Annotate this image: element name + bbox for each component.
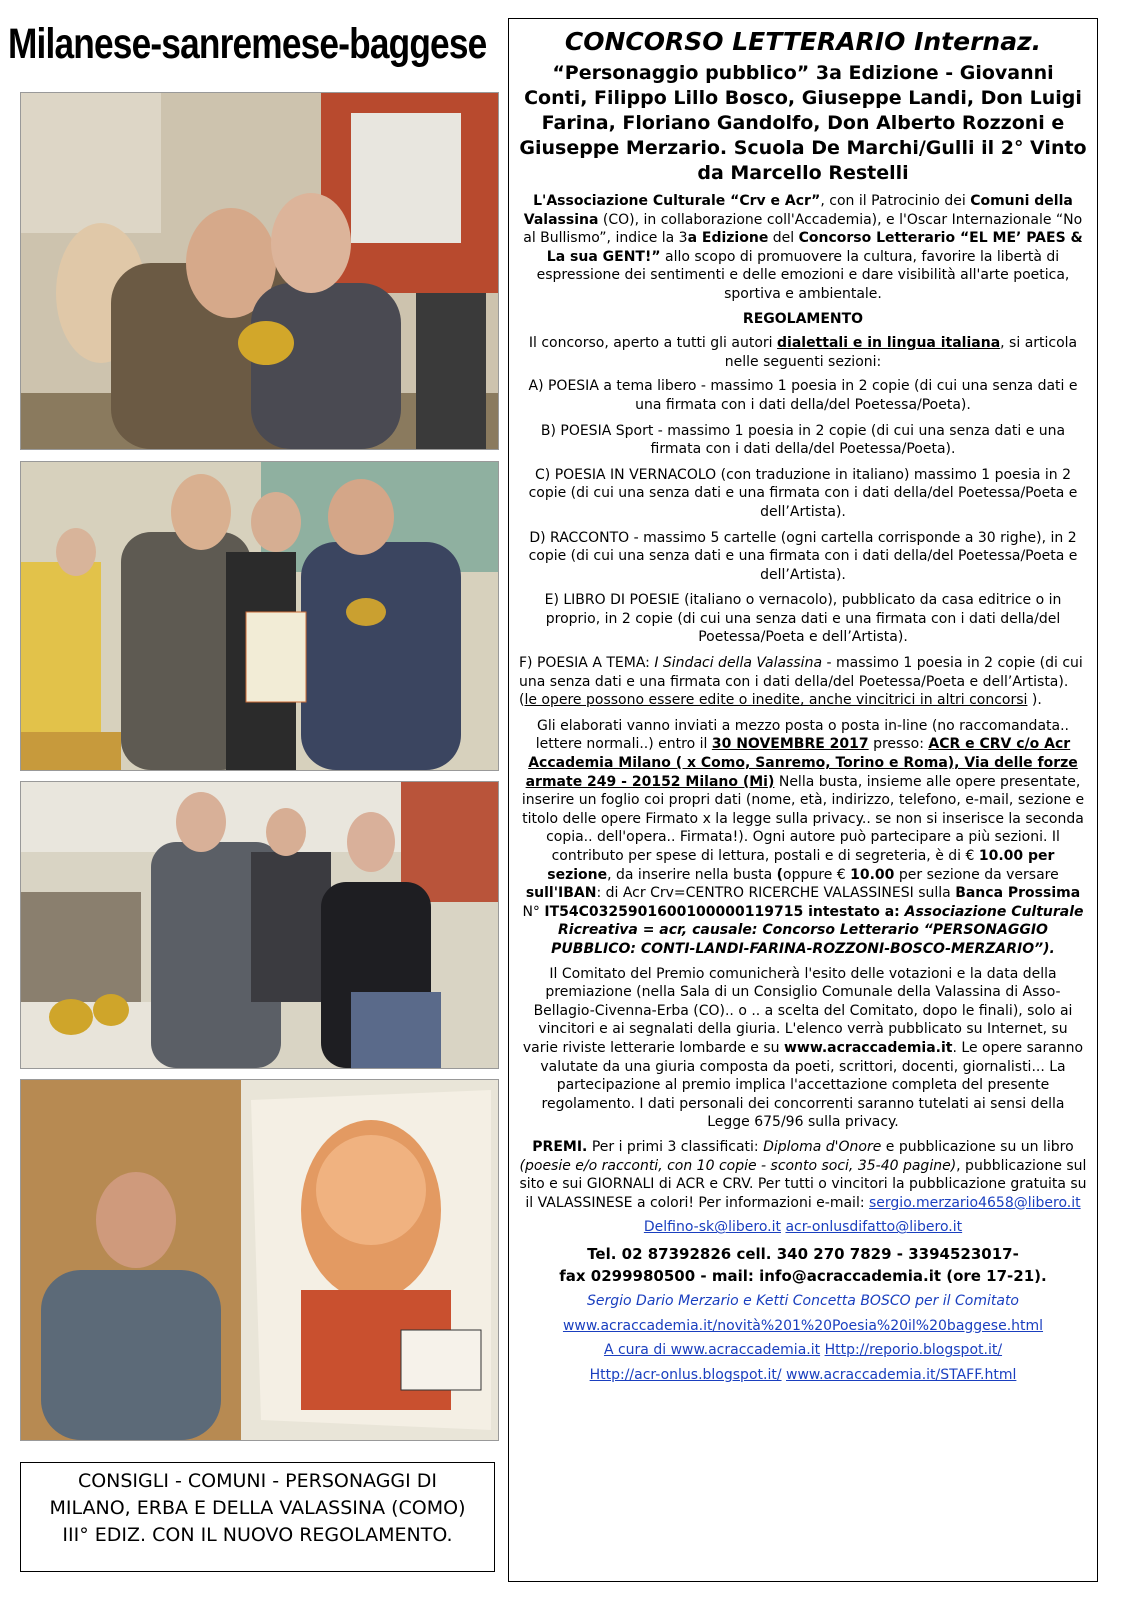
invio-bank: Banca Prossima xyxy=(955,885,1081,902)
invio-paren: ( xyxy=(776,866,784,883)
premi-text-b: Per i primi 3 classificati: xyxy=(587,1138,764,1155)
premi-text-d: e pubblicazione su un libro xyxy=(881,1138,1074,1155)
premi-email-link[interactable]: sergio.merzario4658@libero.it xyxy=(869,1194,1081,1211)
open-dialettali: dialettali e in lingua italiana xyxy=(777,335,1001,352)
intro-concorso: Concorso Letterario “EL ME’ PAES & La sua GENT!” xyxy=(546,230,1083,265)
caption-line-3: III° EDIZ. CON IL NUOVO REGOLAMENTO. xyxy=(62,1524,453,1546)
link-staff[interactable]: www.acraccademia.it/STAFF.html xyxy=(786,1366,1017,1383)
invio-text-k: per sezione da versare xyxy=(894,866,1059,883)
tel-text: Tel. 02 87392826 cell. 340 270 7829 - 3394523017- xyxy=(587,1244,1019,1263)
premi-text-f: , pubblicazione sul sito e sui GIORNALI di ACR e CRV. Per tutti o vincitori la pubblicazione gratuita su il VALASSINESE a colori! Per informazioni e-mail: xyxy=(519,1157,1087,1211)
section-c: C) POESIA IN VERNACOLO (con traduzione in italiano) massimo 1 poesia in 2 copie (di cui una senza dati e una firmata con i dati della/del Poetessa/Poeta e dell’Artista). xyxy=(528,466,1078,520)
regolamento-heading xyxy=(519,310,1087,329)
intro-text-f: del xyxy=(768,230,799,247)
photo-trophy-presentation xyxy=(20,92,499,450)
section-f-note: le opere possono essere edite o inedite, anche vincitrici in altri concorsi xyxy=(524,692,1028,709)
invio-paragraph xyxy=(519,717,1087,959)
intro-paragraph xyxy=(519,192,1087,304)
link-reporio-blog[interactable]: Http://reporio.blogspot.it/ xyxy=(824,1342,1003,1359)
regolamento-label: REGOLAMENTO xyxy=(742,310,864,327)
tel-line xyxy=(519,1245,1087,1264)
link-acr-onlus-blog[interactable]: Http://acr-onlus.blogspot.it/ xyxy=(589,1366,782,1383)
intro-text-b: , con il Patrocinio dei xyxy=(820,193,971,209)
photo-ceremony-microphone xyxy=(20,781,499,1069)
invio-iban-label: sull'IBAN xyxy=(525,885,597,902)
intro-comuni: Comuni della Valassina xyxy=(523,193,1073,228)
email-link-acr-onlus[interactable]: acr-onlusdifatto@libero.it xyxy=(785,1219,963,1236)
comitato-paragraph xyxy=(519,965,1087,1132)
section-f-text: - massimo 1 poesia in 2 copie (di cui una senza dati e una firmata con i dati della/del Poetessa/Poeta e dell’Artista). ( xyxy=(519,655,1083,709)
caption-box xyxy=(20,1462,495,1572)
invio-causale: Associazione Culturale Ricreativa = acr, causale: Concorso Letterario “PERSONAGGIO PUBBLICO: CONTI-LANDI-FARINA-ROZZONI-BOSCO-MERZARIO”). xyxy=(551,903,1084,957)
invio-text-m: : di Acr Crv=CENTRO RICERCHE VALASSINESI sulla xyxy=(596,885,956,902)
invio-text-i: oppure € xyxy=(783,866,851,883)
photo-diploma-award xyxy=(20,461,499,771)
link-acraccademia[interactable]: A cura di www.acraccademia.it xyxy=(603,1342,821,1359)
invio-fee: 10.00 per sezione xyxy=(547,848,1055,883)
links-line-1 xyxy=(519,1317,1087,1336)
section-d: D) RACCONTO - massimo 5 cartelle (ogni cartella corrisponde a 30 righe), in 2 copie (di cui una senza dati e una firmata con i dati della/del Poetessa/Poeta e dell’Artista). xyxy=(528,529,1078,583)
section-f-label: F) POESIA A TEMA: xyxy=(519,655,655,672)
links-line-3 xyxy=(519,1366,1087,1385)
caption-line-2: MILANO, ERBA E DELLA VALASSINA (COMO) xyxy=(49,1497,466,1519)
section-f-theme: I Sindaci della Valassina xyxy=(654,655,823,672)
signature: Sergio Dario Merzario e Ketti Concetta BOSCO per il Comitato xyxy=(587,1293,1019,1310)
section-b: B) POESIA Sport - massimo 1 poesia in 2 copie (di cui una senza dati e una firmata con i dati della/del Poetessa/Poeta). xyxy=(540,422,1066,458)
premi-paragraph xyxy=(519,1138,1087,1212)
premi-label: PREMI. xyxy=(532,1138,588,1155)
announcement-column xyxy=(508,18,1098,1582)
invio-text-o: N° xyxy=(522,903,545,920)
fax-text: fax 0299980500 - mail: info@acraccademia.it (ore 17-21). xyxy=(559,1267,1047,1286)
invio-fee-alt: 10.00 xyxy=(850,866,895,883)
invio-text-g: , da inserire nella busta xyxy=(607,866,777,883)
premi-diploma: Diploma d'Onore xyxy=(763,1138,882,1155)
open-text-a: Il concorso, aperto a tutti gli autori xyxy=(528,335,777,352)
section-f-close: ). xyxy=(1027,692,1042,709)
article-subtitle: “Personaggio pubblico” 3a Edizione - Giovanni Conti, Filippo Lillo Bosco, Giuseppe Landi, Don Luigi Farina, Floriano Gandolfo, Don Alberto Rozzoni e Giuseppe Merzario. Scuola De Marchi/Gulli il 2° Vinto da Marcello Restelli xyxy=(519,62,1087,184)
caption-line-1: CONSIGLI - COMUNI - PERSONAGGI DI xyxy=(77,1470,438,1492)
emails-line xyxy=(519,1218,1087,1237)
photo-portrait-painting xyxy=(20,1079,499,1441)
section-e: E) LIBRO DI POESIE (italiano o vernacolo), pubblicato da casa editrice o in proprio, in 2 copie (di cui una senza dati e una firmata con i dati della/del Poetessa/Poeta e dell’Artista). xyxy=(544,592,1062,646)
intro-text-h: allo scopo di promuovere la cultura, favorire la libertà di espressione dei sentimenti e delle emozioni e dare visibilità all'arte poetica, sportiva e ambientale. xyxy=(536,248,1070,302)
invio-address: ACR e CRV c/o Acr Accademia Milano ( x Como, Sanremo, Torino e Roma), Via delle forze armate 249 - 20152 Milano (Mi) xyxy=(525,736,1078,790)
comitato-website[interactable]: www.acraccademia.it xyxy=(783,1039,953,1056)
invio-text-a: Gli elaborati vanno inviati a mezzo posta o posta in-line (no raccomandata.. lettere normali..) entro il xyxy=(535,717,1069,753)
fax-line xyxy=(519,1267,1087,1286)
intro-edition: a Edizione xyxy=(687,230,769,247)
masthead-title: Milanese-sanremese-baggese xyxy=(8,20,487,68)
comitato-text-a: Il Comitato del Premio comunicherà l'esito delle votazioni e la data della premiazione (nella Sala di un Consiglio Comunale della Valassina di Asso-Bellagio-Civenna-Erba (CO).. o .. a scelta del Comitato, dopo le finali), solo ai vincitori e ai segnalati della giuria. L'elenco verrà pubblicato su Internet, su varie riviste letterarie lombarde e su xyxy=(522,965,1073,1056)
invio-text-e: Nella busta, insieme alle opere presentate, inserire un foglio coi propri dati (nome, età, indirizzo, telefono, e-mail, sezione e titolo delle opere Firmato x la legge sulla privacy.. se non si inserisce la seconda copia.. dell'opera.. Firmata!). Ogni autore può partecipare a più sezioni. Il contributo per spese di lettura, postali e di segreteria, è di € xyxy=(521,773,1085,864)
links-line-2 xyxy=(519,1341,1087,1360)
section-f xyxy=(519,654,1087,710)
premi-book: (poesie e/o racconti, con 10 copie - sconto soci, 35-40 pagine) xyxy=(519,1157,957,1174)
invio-deadline: 30 NOVEMBRE 2017 xyxy=(711,736,869,753)
invio-iban: IT54C0325901600100000119715 intestato a: xyxy=(544,903,905,920)
article-title: CONCORSO LETTERARIO Internaz. xyxy=(564,27,1042,56)
intro-association: L'Associazione Culturale “Crv e Acr” xyxy=(533,193,821,209)
email-link-delfino[interactable]: Delfino-sk@libero.it xyxy=(643,1219,782,1236)
intro-text-d: (CO), in collaborazione coll'Accademia), e l'Oscar Internazionale “No al Bullismo”, indice la 3 xyxy=(523,211,1083,247)
open-text-c: , si articola nelle seguenti sezioni: xyxy=(724,335,1078,370)
open-paragraph xyxy=(519,334,1087,371)
invio-text-c: presso: xyxy=(868,736,929,753)
link-novita-poesia[interactable]: www.acraccademia.it/novità%201%20Poesia%20il%20baggese.html xyxy=(562,1317,1044,1334)
comitato-text-c: . Le opere saranno valutate da una giuria composta da poeti, scrittori, docenti, giornalisti... La partecipazione al premio implica l'accettazione completa del presente regolamento. I dati personali dei concorrenti saranno tutelati ai sensi della Legge 675/96 sulla privacy. xyxy=(540,1039,1084,1131)
section-a: A) POESIA a tema libero - massimo 1 poesia in 2 copie (di cui una senza dati e una firmata con i dati della/del Poetessa/Poeta). xyxy=(528,378,1078,413)
